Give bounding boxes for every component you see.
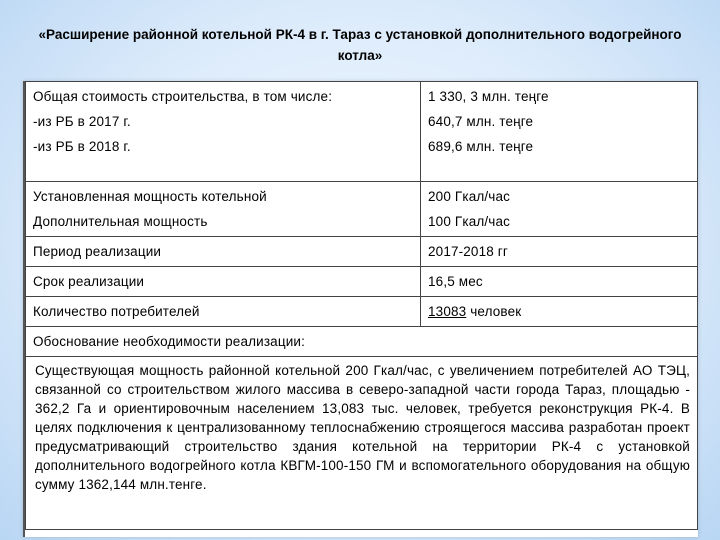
term-label-cell — [26, 267, 421, 297]
period-label: Период реализации — [33, 244, 162, 259]
cost-row — [26, 82, 698, 182]
term-label: Срок реализации — [33, 274, 145, 289]
installed-capacity-value: 200 Гкал/час — [428, 189, 511, 204]
term-row — [26, 267, 698, 297]
cost-labels — [26, 82, 421, 182]
consumers-row — [26, 297, 698, 327]
cost-2018-value: 689,6 млн. теңге — [428, 139, 534, 154]
additional-capacity-value: 100 Гкал/час — [428, 214, 511, 229]
term-value-cell — [421, 267, 698, 297]
consumers-label: Количество потребителей — [33, 304, 200, 319]
justification-text: Существующая мощность районной котельной 200 Гкал/час, с увеличением потребителей АО ТЭЦ, связанной со строительством жилого массива в северо-западной части города Тараз, площадью - 362,2 Га и ориентировочным населением 13,083 тыс. человек, требуется реконструкция РК-4. В целях подключения к централизованному теплоснабжению строящегося массива разработан проект предусматривающий строительство здания котельной на территории РК-4 с установкой дополнительного водогрейного котла КВГМ-100-150 ГМ и вспомогательного оборудования на общую сумму 1362,144 млн.тенге. — [26, 357, 698, 530]
consumers-unit: человек — [466, 304, 522, 319]
consumers-number: 13083 — [428, 304, 467, 319]
capacity-labels — [26, 182, 421, 237]
cost-2018-label: -из РБ в 2018 г. — [33, 139, 131, 154]
justification-header-row — [26, 327, 698, 357]
period-row — [26, 237, 698, 267]
installed-capacity-label: Установленная мощность котельной — [33, 189, 267, 204]
cost-2017-label: -из РБ в 2017 г. — [33, 114, 131, 129]
cost-total-value: 1 330, 3 млн. теңге — [428, 89, 549, 104]
justification-text-row — [26, 357, 698, 530]
capacity-values — [421, 182, 698, 237]
period-value-cell — [421, 237, 698, 267]
justification-label: Обоснование необходимости реализации: — [33, 334, 305, 349]
project-info-table — [23, 81, 698, 537]
additional-capacity-label: Дополнительная мощность — [33, 214, 208, 229]
cost-values — [421, 82, 698, 182]
consumers-value — [428, 299, 692, 324]
term-value: 16,5 мес — [428, 274, 483, 289]
period-value: 2017-2018 гг — [428, 244, 508, 259]
consumers-value-cell — [421, 297, 698, 327]
capacity-row — [26, 182, 698, 237]
period-label-cell — [26, 237, 421, 267]
consumers-label-cell — [26, 297, 421, 327]
justification-header-cell — [26, 327, 698, 357]
cost-2017-value: 640,7 млн. теңге — [428, 114, 534, 129]
cost-total-label: Общая стоимость строительства, в том числе: — [33, 89, 333, 104]
slide-title: «Расширение районной котельной РК-4 в г. Тараз с установкой дополнительного водогрейного котла» — [38, 27, 682, 63]
